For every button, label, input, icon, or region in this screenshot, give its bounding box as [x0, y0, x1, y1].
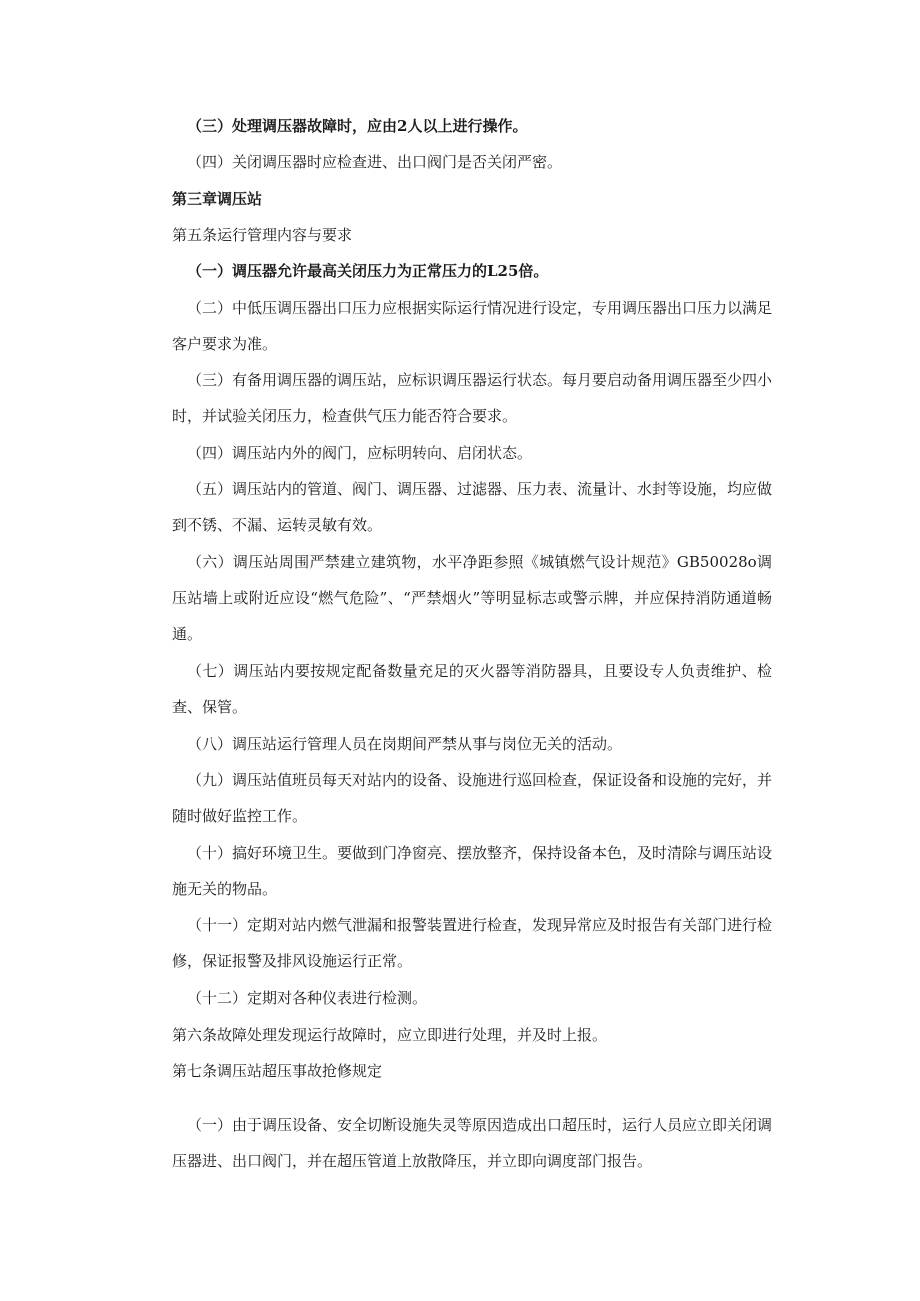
- paragraph: （一）由于调压设备、安全切断设施失灵等原因造成出口超压时，运行人员应立即关闭调压器进、出口阀门，并在超压管道上放散降压，并立即向调度部门报告。: [172, 1116, 773, 1170]
- paragraph: （二）中低压调压器出口压力应根据实际运行情况进行设定，专用调压器出口压力以满足客户要求为准。: [172, 299, 773, 353]
- paragraph: （一）调压器允许最高关闭压力为正常压力的L25倍。: [187, 262, 549, 280]
- paragraph: （三）有备用调压器的调压站，应标识调压器运行状态。每月要启动备用调压器至少四小时，并试验关闭压力，检查供气压力能否符合要求。: [172, 371, 773, 425]
- paragraph: （四）关闭调压器时应检查进、出口阀门是否关闭严密。: [187, 153, 563, 171]
- paragraph: （十）搞好环境卫生。要做到门净窗亮、摆放整齐，保持设备本色，及时清除与调压站设施无关的物品。: [172, 844, 773, 898]
- paragraph: （九）调压站值班员每天对站内的设备、设施进行巡回检查，保证设备和设施的完好，并随时做好监控工作。: [172, 771, 773, 825]
- paragraph: （十一）定期对站内燃气泄漏和报警装置进行检查，发现异常应及时报告有关部门进行检修，保证报警及排风设施运行正常。: [172, 916, 773, 970]
- paragraph: （八）调压站运行管理人员在岗期间严禁从事与岗位无关的活动。: [187, 735, 623, 753]
- paragraph: （七）调压站内要按规定配备数量充足的灭火器等消防器具，且要设专人负责维护、检查、保管。: [172, 662, 772, 716]
- paragraph: （五）调压站内的管道、阀门、调压器、过滤器、压力表、流量计、水封等设施，均应做到不锈、不漏、运转灵敏有效。: [172, 480, 773, 534]
- paragraph: （六）调压站周围严禁建立建筑物，水平净距参照《城镇燃气设计规范》GB50028o调压站墙上或附近应设“燃气危险”、“严禁烟火”等明显标志或警示牌，并应保持消防通道畅通。: [172, 553, 772, 643]
- article-heading: 第五条运行管理内容与要求: [172, 226, 353, 244]
- paragraph: （十二）定期对各种仪表进行检测。: [187, 989, 428, 1007]
- article-heading: 第七条调压站超压事故抢修规定: [172, 1062, 383, 1080]
- article-paragraph: 第六条故障处理发现运行故障时，应立即进行处理，并及时上报。: [172, 1026, 608, 1044]
- paragraph: （三）处理调压器故障时，应由2人以上进行操作。: [187, 117, 528, 135]
- chapter-heading: 第三章调压站: [172, 190, 263, 208]
- paragraph: （四）调压站内外的阀门，应标明转向、启闭状态。: [187, 444, 533, 462]
